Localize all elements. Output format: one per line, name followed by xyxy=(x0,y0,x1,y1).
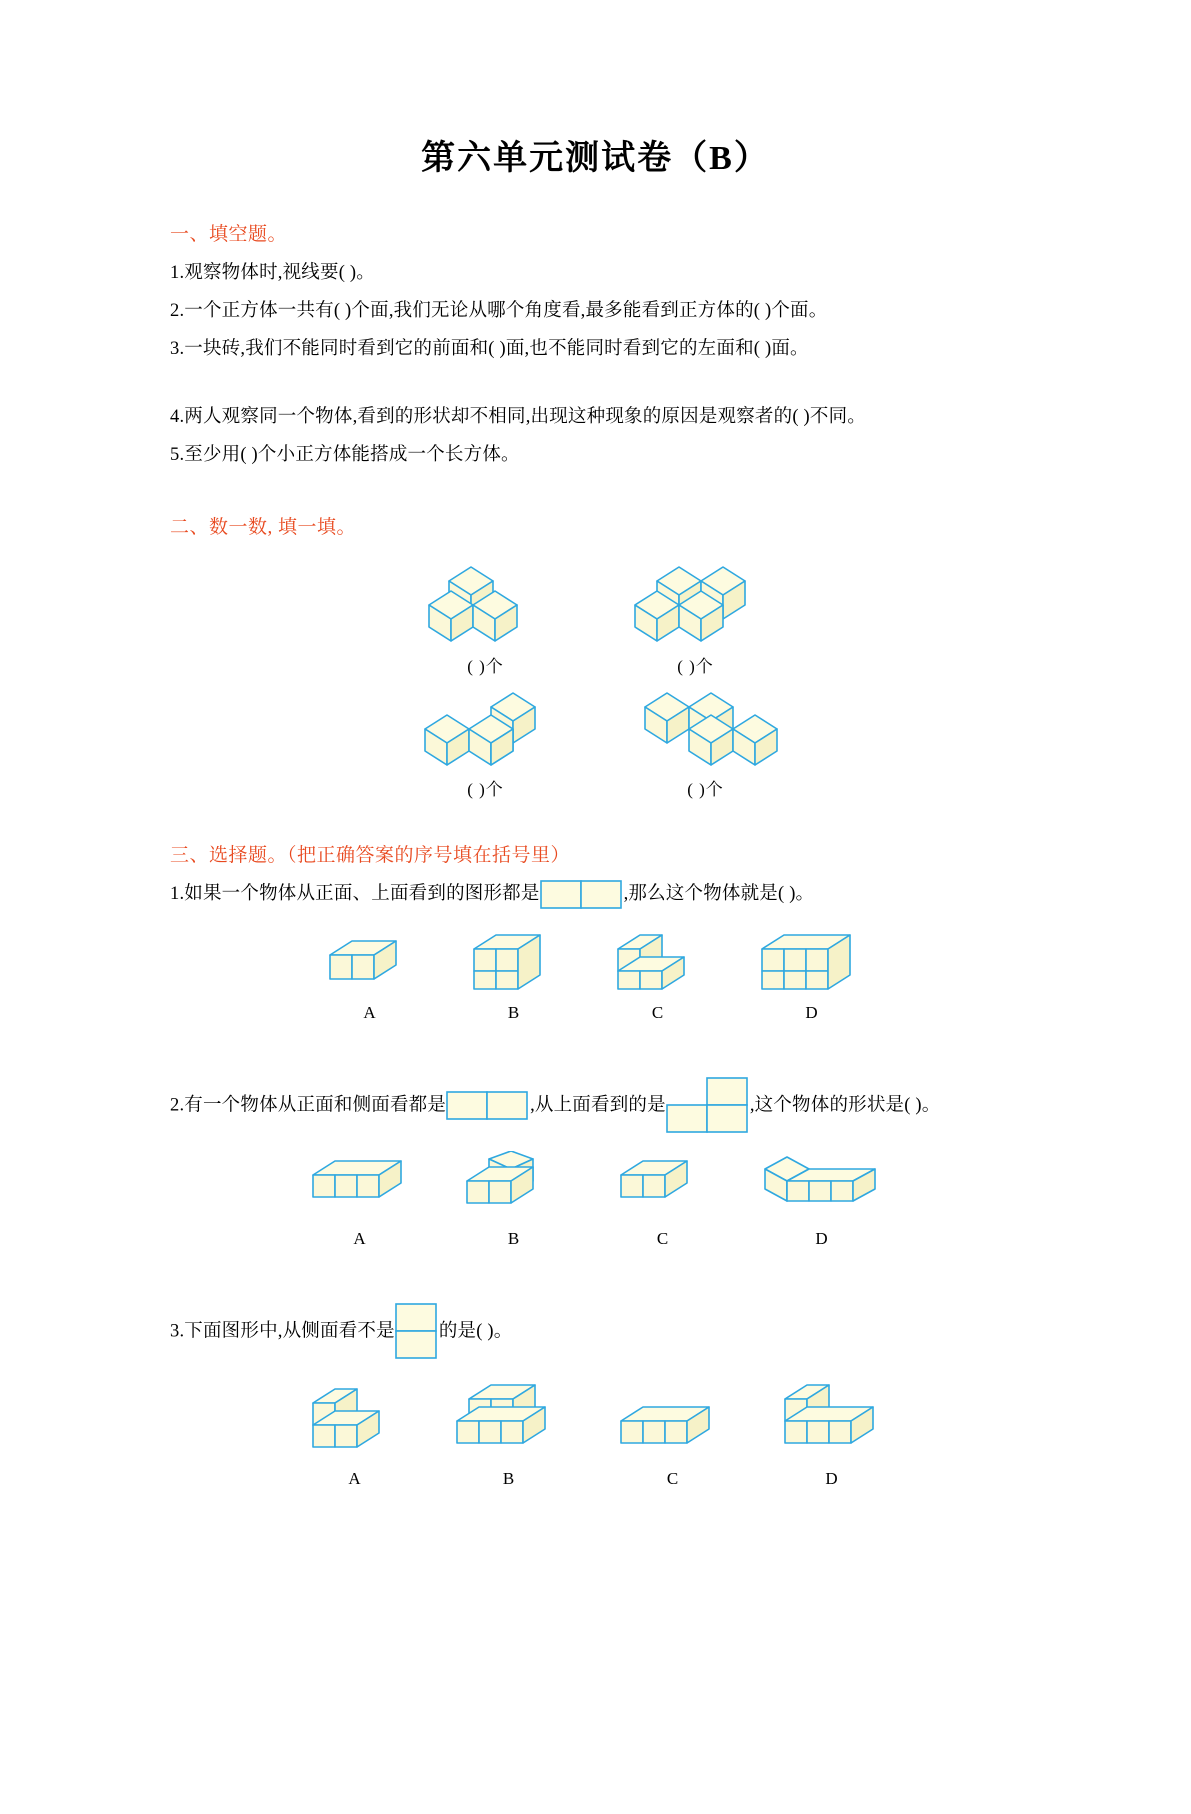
choice-label-q3-A: A xyxy=(348,1469,361,1488)
cube-shape-q1-B xyxy=(464,927,564,997)
shape-two-squares-horizontal-2 xyxy=(446,1091,530,1121)
question-3-1-text-after: ,那么这个物体就是( )。 xyxy=(623,884,815,904)
choice-q1-C[interactable] xyxy=(608,927,708,1023)
cube-shape-q2-A xyxy=(305,1151,415,1223)
cube-shape-q3-C xyxy=(613,1377,733,1463)
question-3-1-text-before: 1.如果一个物体从正面、上面看到的图形都是 xyxy=(170,884,540,904)
choice-label-q1-C: C xyxy=(651,1003,664,1022)
question-1-4: 4.两人观察同一个物体,看到的形状却不相同,出现这种现象的原因是观察者的( )不同。 xyxy=(170,407,866,427)
choice-label-q3-B: B xyxy=(502,1469,515,1488)
choice-label-q1-B: B xyxy=(507,1003,520,1022)
choice-q2-D[interactable] xyxy=(757,1151,887,1249)
question-3-2 xyxy=(170,1077,1021,1135)
count-figures-row-2 xyxy=(170,691,1021,800)
choice-q3-D[interactable] xyxy=(777,1377,887,1489)
question-3-2-text-before: 2.有一个物体从正面和侧面看都是 xyxy=(170,1095,447,1116)
section-heading-fill-blanks: 一、填空题。 xyxy=(170,224,288,245)
choice-q2-C[interactable] xyxy=(613,1151,713,1249)
count-figure-3 xyxy=(411,691,561,800)
question-1-1: 1.观察物体时,视线要( )。 xyxy=(170,263,375,283)
choice-label-q2-A: A xyxy=(353,1229,366,1248)
cube-stack-figure-3 xyxy=(411,691,561,771)
cube-stack-figure-4 xyxy=(631,691,781,771)
choice-q3-C[interactable] xyxy=(613,1377,733,1489)
question-1-5: 5.至少用( )个小正方体能搭成一个长方体。 xyxy=(170,445,520,465)
question-3-2-text-middle: ,从上面看到的是 xyxy=(530,1095,666,1116)
choices-row-q3 xyxy=(170,1377,1021,1489)
cube-stack-figure-1 xyxy=(421,553,551,648)
choices-row-q2 xyxy=(170,1151,1021,1249)
cube-shape-q2-B xyxy=(459,1151,569,1223)
count-figures-row-1 xyxy=(170,553,1021,677)
cube-shape-q3-B xyxy=(449,1377,569,1463)
cube-shape-q2-D xyxy=(757,1151,887,1223)
question-3-3-text-after: 的是( )。 xyxy=(438,1321,513,1342)
choices-row-q1 xyxy=(170,927,1021,1023)
cube-shape-q3-D xyxy=(777,1377,887,1463)
section-heading-choice: 三、选择题。（把正确答案的序号填在括号里） xyxy=(170,845,571,866)
cube-shape-q1-C xyxy=(608,927,708,997)
shape-two-squares-vertical xyxy=(395,1303,439,1361)
choice-label-q3-D: D xyxy=(825,1469,838,1488)
choice-label-q2-D: D xyxy=(815,1229,828,1248)
shape-two-squares-horizontal xyxy=(540,880,624,910)
choice-q2-A[interactable] xyxy=(305,1151,415,1249)
choice-q2-B[interactable] xyxy=(459,1151,569,1249)
choice-label-q2-C: C xyxy=(656,1229,669,1248)
question-1-3: 3.一块砖,我们不能同时看到它的前面和( )面,也不能同时看到它的左面和( )面。 xyxy=(170,339,809,359)
section-heading-count: 二、数一数, 填一填。 xyxy=(170,517,357,538)
cube-shape-q1-D xyxy=(752,927,872,997)
cube-stack-figure-2 xyxy=(621,553,771,648)
worksheet-page xyxy=(0,130,1191,1814)
count-caption-1: ( )个 xyxy=(467,657,504,676)
page-title: 第六单元测试卷（B） xyxy=(421,140,770,177)
count-caption-4: ( )个 xyxy=(687,780,724,799)
question-3-3-text-before: 3.下面图形中,从侧面看不是 xyxy=(170,1321,395,1342)
count-caption-3: ( )个 xyxy=(467,780,504,799)
shape-t-tromino xyxy=(666,1077,750,1135)
choice-label-q1-D: D xyxy=(805,1003,818,1022)
count-figure-4 xyxy=(631,691,781,800)
question-3-2-text-after: ,这个物体的形状是( )。 xyxy=(749,1095,941,1116)
choice-q1-A[interactable] xyxy=(320,927,420,1023)
count-caption-2: ( )个 xyxy=(677,657,714,676)
question-3-3 xyxy=(170,1303,1021,1361)
count-figure-1 xyxy=(421,553,551,677)
question-1-2: 2.一个正方体一共有( )个面,我们无论从哪个角度看,最多能看到正方体的( )个面。 xyxy=(170,301,828,321)
choice-q1-D[interactable] xyxy=(752,927,872,1023)
choice-label-q2-B: B xyxy=(507,1229,520,1248)
cube-shape-q3-A xyxy=(305,1377,405,1463)
question-3-1 xyxy=(170,877,1021,911)
choice-label-q1-A: A xyxy=(363,1003,376,1022)
cube-shape-q2-C xyxy=(613,1151,713,1223)
count-figure-2 xyxy=(621,553,771,677)
choice-q3-A[interactable] xyxy=(305,1377,405,1489)
choice-q3-B[interactable] xyxy=(449,1377,569,1489)
cube-shape-q1-A xyxy=(320,927,420,997)
choice-q1-B[interactable] xyxy=(464,927,564,1023)
choice-label-q3-C: C xyxy=(666,1469,679,1488)
